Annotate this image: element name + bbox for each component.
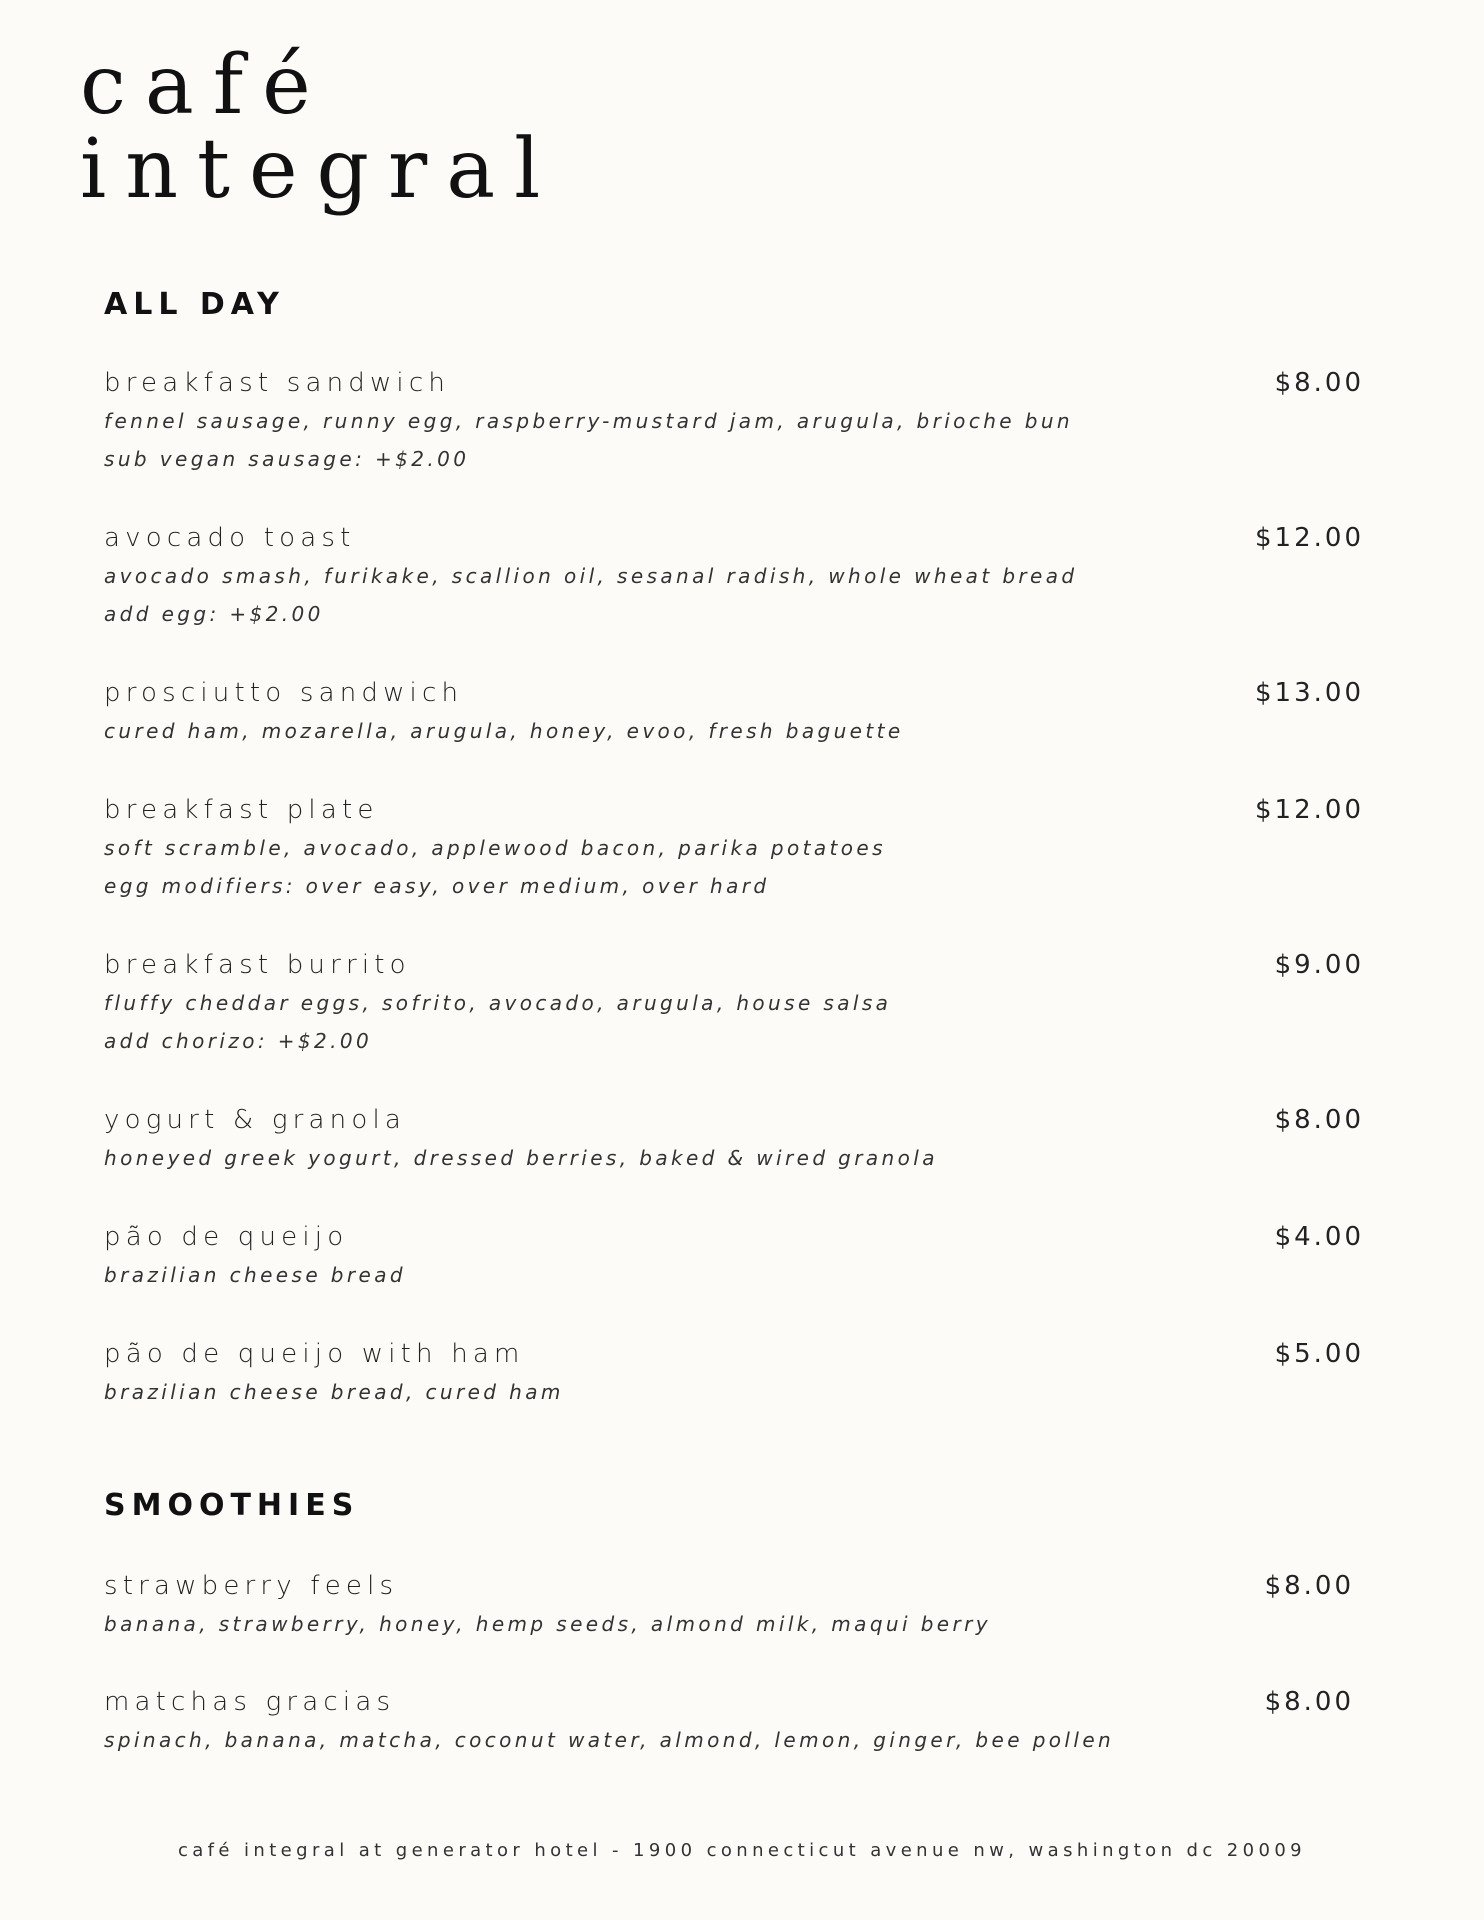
item-description: spinach, banana, matcha, coconut water, almond, lemon, ginger, bee pollen — [104, 1728, 1115, 1752]
item-price: $8.00 — [1274, 368, 1364, 398]
menu-item — [104, 1337, 1364, 1411]
item-modifier: add egg: +$2.00 — [104, 602, 324, 626]
item-name: breakfast sandwich — [104, 368, 451, 398]
logo-line-2: integral — [80, 122, 560, 217]
item-description: banana, strawberry, honey, hemp seeds, almond milk, maqui berry — [104, 1612, 991, 1636]
item-price: $9.00 — [1274, 950, 1364, 980]
item-price: $4.00 — [1274, 1222, 1364, 1252]
item-price: $12.00 — [1255, 523, 1364, 553]
menu-item — [104, 521, 1364, 633]
item-description: brazilian cheese bread — [104, 1263, 406, 1287]
item-name: pão de queijo with ham — [104, 1339, 525, 1369]
item-description: brazilian cheese bread, cured ham — [104, 1380, 564, 1404]
menu-item — [104, 1103, 1364, 1177]
item-name: prosciutto sandwich — [104, 678, 464, 708]
item-description: soft scramble, avocado, applewood bacon, parika potatoes — [104, 836, 886, 860]
item-name: breakfast burrito — [104, 950, 411, 980]
logo-line-1: café — [80, 38, 330, 133]
item-name: matchas gracias — [104, 1687, 396, 1717]
section-heading-all-day: ALL DAY — [104, 287, 285, 322]
item-price: $13.00 — [1255, 678, 1364, 708]
item-name: avocado toast — [104, 523, 356, 553]
section-heading-smoothies: SMOOTHIES — [104, 1488, 360, 1523]
item-description: cured ham, mozarella, arugula, honey, evoo, fresh baguette — [104, 719, 904, 743]
item-price: $12.00 — [1255, 795, 1364, 825]
menu-item — [104, 1220, 1364, 1294]
menu-item — [104, 793, 1364, 905]
menu-item — [104, 366, 1364, 478]
item-price: $8.00 — [1264, 1687, 1354, 1717]
menu-item — [104, 1685, 1354, 1759]
item-modifier: add chorizo: +$2.00 — [104, 1029, 373, 1053]
item-name: strawberry feels — [104, 1571, 399, 1601]
menu-item — [104, 676, 1364, 750]
item-description: honeyed greek yogurt, dressed berries, baked & wired granola — [104, 1146, 938, 1170]
footer-address: café integral at generator hotel - 1900 connecticut avenue nw, washington dc 20009 — [177, 1840, 1307, 1861]
menu-item — [104, 948, 1364, 1060]
item-modifier: egg modifiers: over easy, over medium, over hard — [104, 874, 770, 898]
item-description: avocado smash, furikake, scallion oil, sesanal radish, whole wheat bread — [104, 564, 1078, 588]
menu-item — [104, 1569, 1354, 1643]
item-name: yogurt & granola — [104, 1105, 407, 1135]
item-name: breakfast plate — [104, 795, 379, 825]
item-modifier: sub vegan sausage: +$2.00 — [104, 447, 470, 471]
cafe-logo — [80, 38, 560, 217]
item-description: fluffy cheddar eggs, sofrito, avocado, arugula, house salsa — [104, 991, 892, 1015]
item-name: pão de queijo — [104, 1222, 349, 1252]
item-price: $8.00 — [1264, 1571, 1354, 1601]
item-price: $8.00 — [1274, 1105, 1364, 1135]
item-description: fennel sausage, runny egg, raspberry-mustard jam, arugula, brioche bun — [104, 409, 1073, 433]
item-price: $5.00 — [1274, 1339, 1364, 1369]
